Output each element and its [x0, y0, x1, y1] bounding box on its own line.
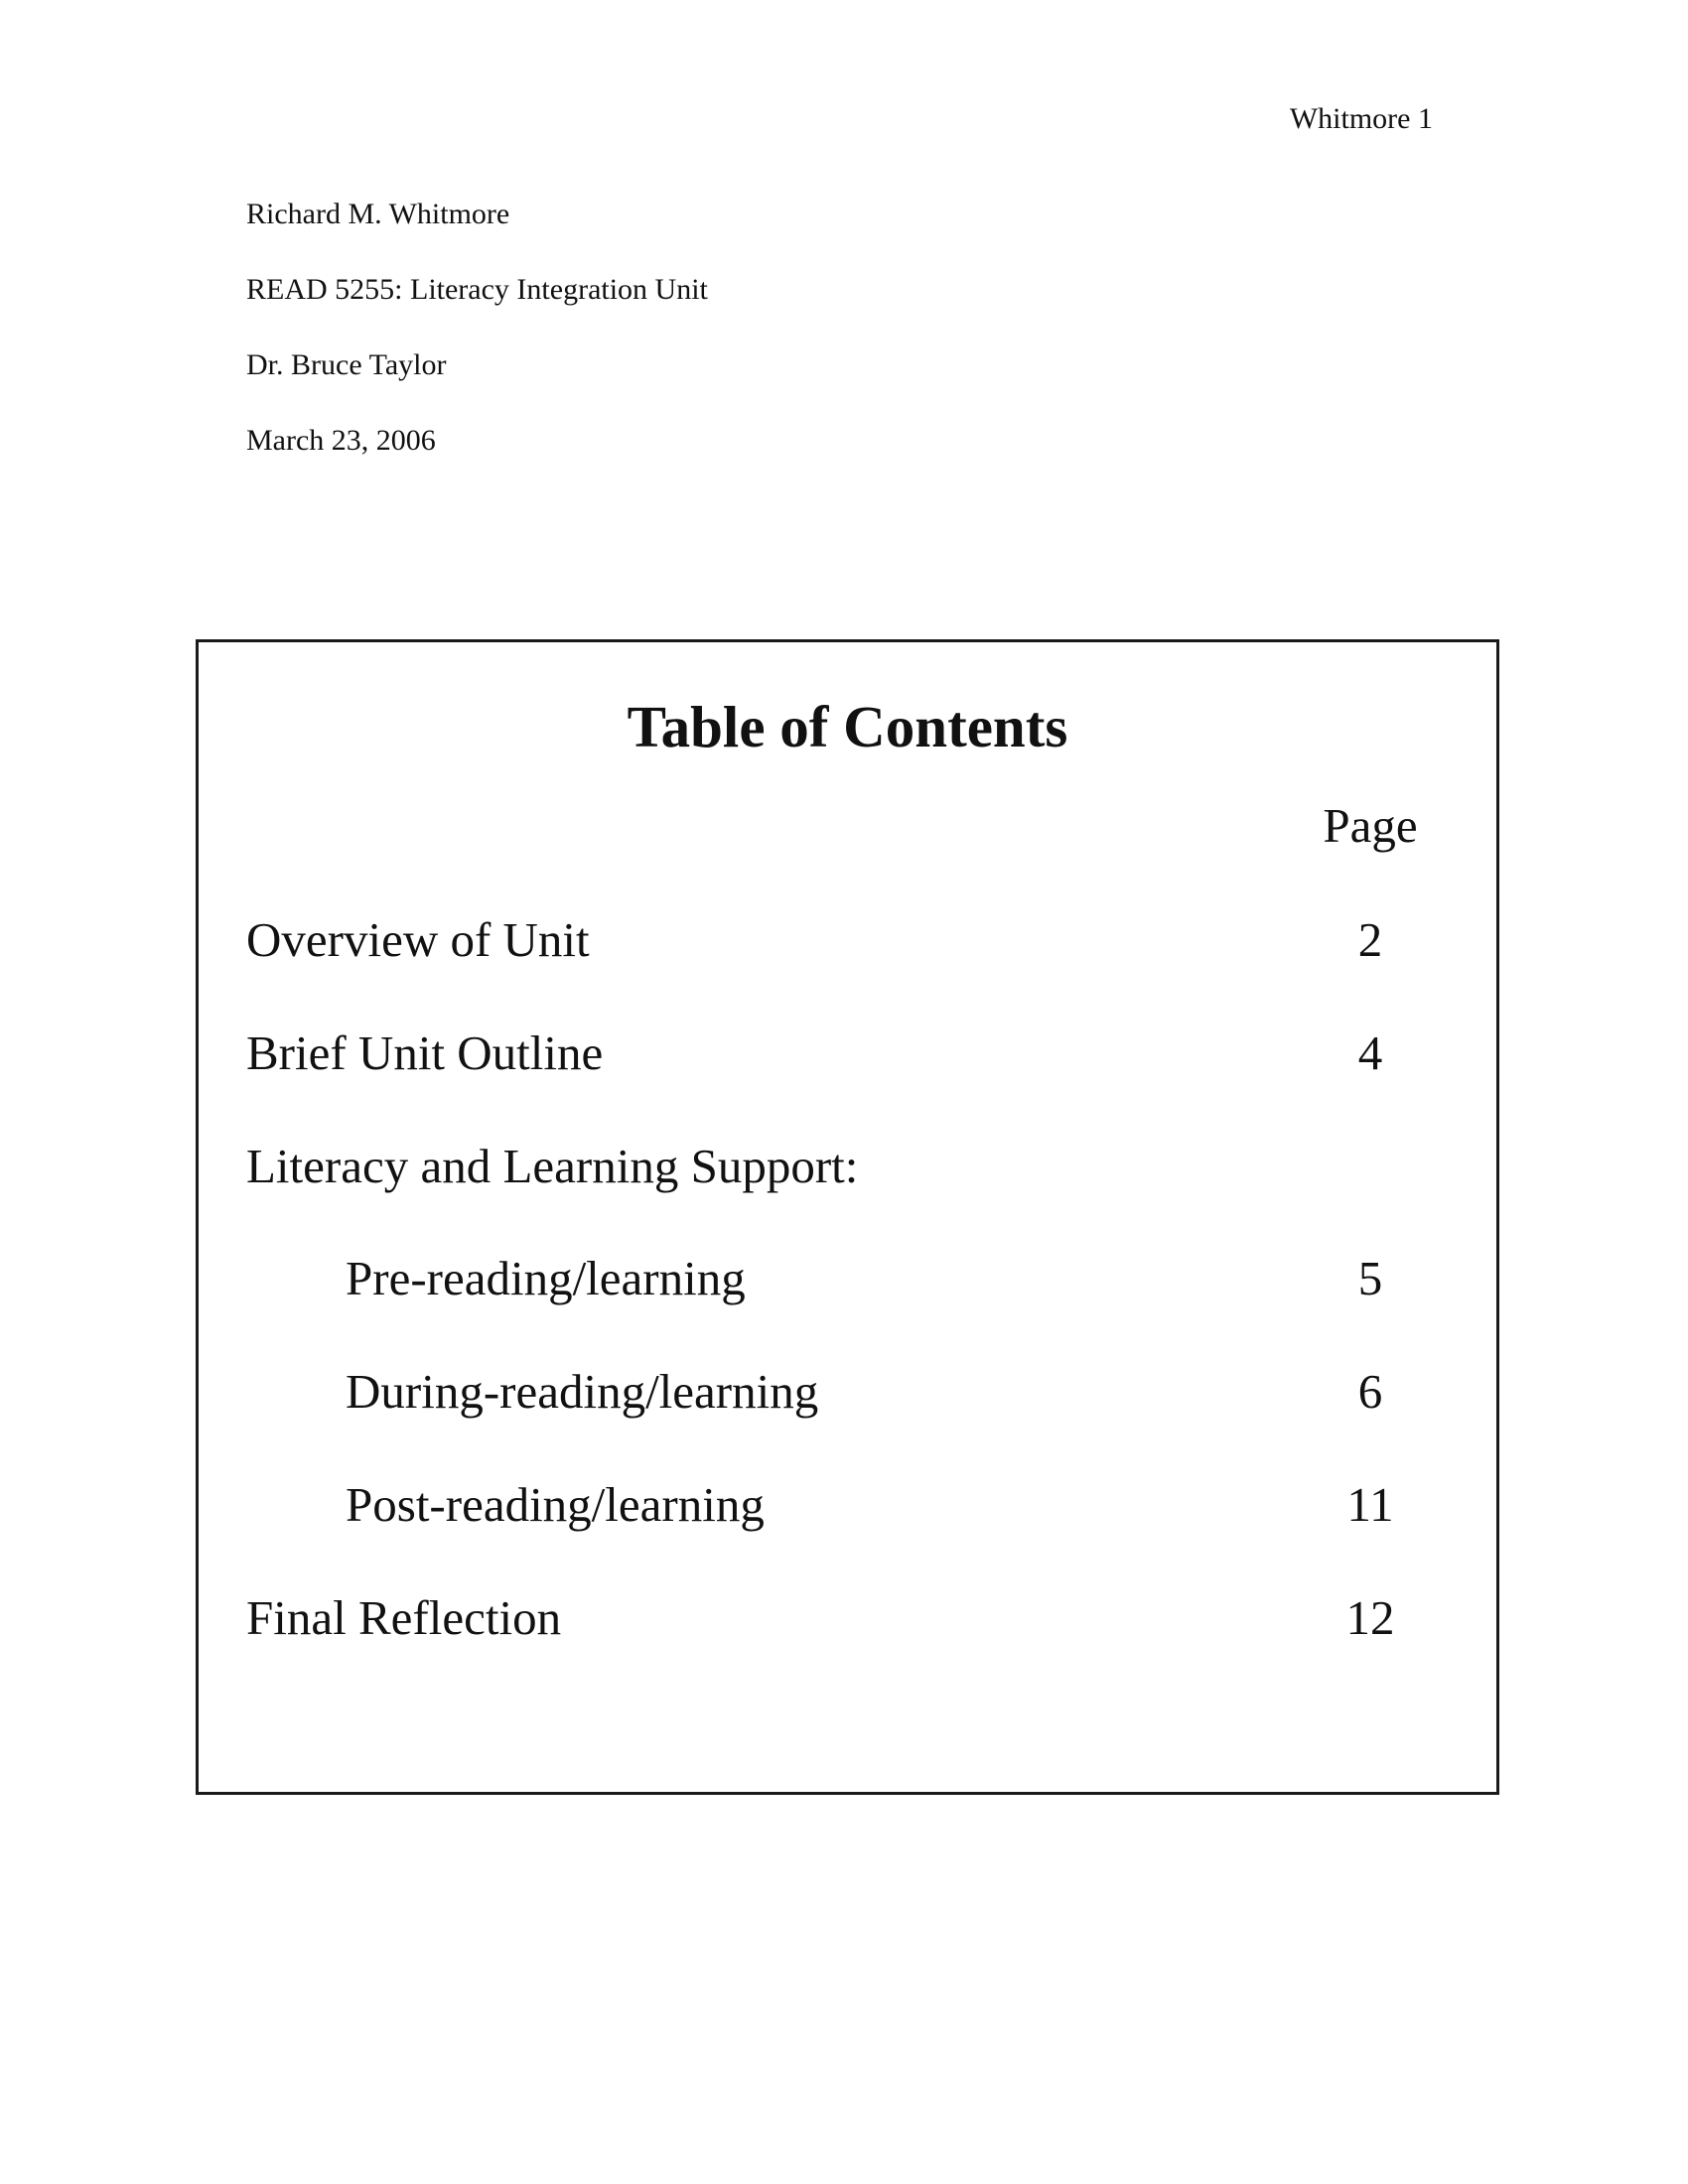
- running-header: Whitmore 1: [1289, 102, 1433, 135]
- toc-section-heading: [199, 1137, 1496, 1196]
- document-heading: [246, 197, 708, 498]
- toc-entry-label: Overview of Unit: [246, 912, 590, 967]
- instructor-name: Dr. Bruce Taylor: [246, 348, 447, 381]
- toc-entry: [199, 1024, 1496, 1083]
- toc-entry-page: 2: [1357, 912, 1383, 967]
- course-title: READ 5255: Literacy Integration Unit: [246, 273, 708, 306]
- toc-entry-label: Literacy and Learning Support:: [246, 1139, 859, 1193]
- toc-entry-page: 12: [1345, 1590, 1395, 1645]
- toc-subentry: [199, 1249, 1496, 1308]
- document-date: March 23, 2006: [246, 424, 436, 457]
- toc-entry-page: 5: [1357, 1251, 1383, 1305]
- author-name: Richard M. Whitmore: [246, 198, 510, 230]
- toc-title: Table of Contents: [627, 694, 1068, 759]
- toc-subentry: [199, 1475, 1496, 1535]
- toc-entry-label: During-reading/learning: [346, 1364, 819, 1419]
- toc-entry-page: 4: [1357, 1025, 1383, 1080]
- toc-entry: [199, 1588, 1496, 1648]
- toc-entry-label: Post-reading/learning: [346, 1477, 765, 1532]
- toc-entry-label: Pre-reading/learning: [346, 1251, 746, 1305]
- toc-entry-page: 11: [1346, 1477, 1394, 1532]
- toc-entry: [199, 910, 1496, 970]
- page-column-label: Page: [1323, 798, 1418, 853]
- toc-entry-label: Brief Unit Outline: [246, 1025, 604, 1080]
- toc-subentry: [199, 1362, 1496, 1422]
- toc-entry-page: 6: [1357, 1364, 1383, 1419]
- table-of-contents: [196, 639, 1499, 1795]
- toc-entry-label: Final Reflection: [246, 1590, 562, 1645]
